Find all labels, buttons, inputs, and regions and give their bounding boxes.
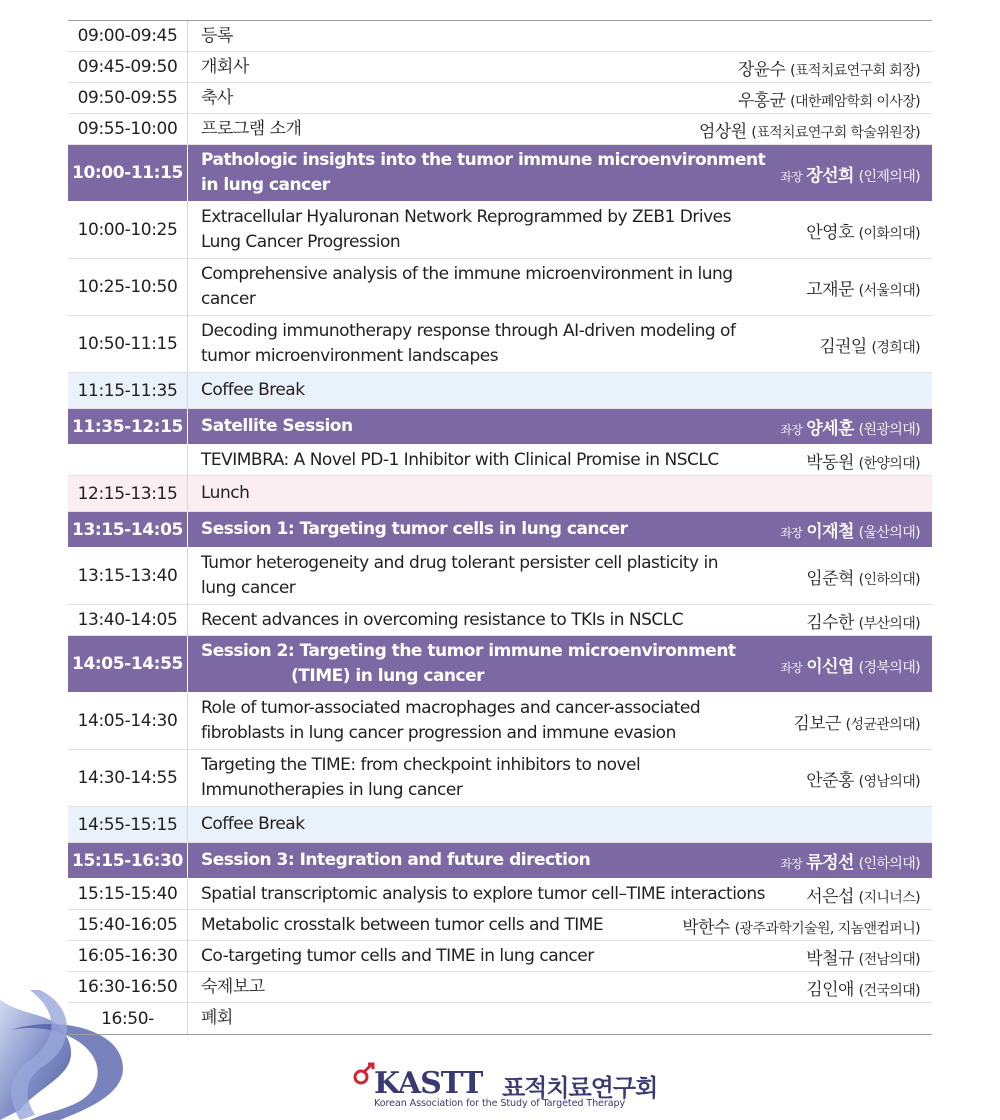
session-header-row — [68, 843, 932, 879]
time-slot: 16:30-16:50 — [77, 977, 178, 997]
time-slot: 14:30-14:55 — [77, 768, 178, 788]
title-line-2: tumor microenvironment landscapes — [201, 346, 499, 366]
speaker-name: 엄상원 — [699, 121, 747, 142]
session-title — [201, 753, 640, 803]
speaker-affiliation: (부산의대) — [858, 615, 920, 632]
kastt-logo — [352, 1062, 672, 1112]
title-line-2: fibroblasts in lung cancer progression and immune evasion — [201, 723, 676, 743]
speaker-affiliation: (표적치료연구회 학술위원장) — [751, 124, 920, 141]
speaker-affiliation: (대한폐암학회 이사장) — [790, 93, 920, 110]
speaker-affiliation: (경희대) — [871, 339, 920, 356]
speaker-info — [806, 448, 920, 473]
time-slot: 11:35-12:15 — [72, 416, 183, 437]
schedule-row — [68, 879, 932, 910]
title-line: Coffee Break — [201, 814, 305, 834]
title-line: Recent advances in overcoming resistance to TKIs in NSCLC — [201, 609, 684, 630]
session-title — [201, 848, 590, 873]
session-title — [201, 551, 718, 601]
session-detail — [187, 807, 932, 842]
speaker-info — [806, 218, 920, 243]
chair-label: 좌장 — [780, 423, 803, 437]
schedule-row — [68, 548, 932, 605]
time-slot: 15:15-15:40 — [77, 884, 178, 904]
schedule-row — [68, 476, 932, 512]
speaker-info — [806, 944, 920, 969]
session-detail — [187, 693, 932, 749]
speaker-affiliation: (경북의대) — [858, 659, 920, 676]
title-line: 개회사 — [201, 56, 249, 77]
speaker-info — [806, 766, 920, 791]
speaker-name: 안준홍 — [806, 770, 854, 791]
speaker-info — [793, 709, 920, 734]
speaker-name: 안영호 — [806, 222, 854, 243]
speaker-info — [806, 882, 920, 907]
title-line: 프로그램 소개 — [201, 118, 302, 139]
title-line: Tumor heterogeneity and drug tolerant persister cell plasticity in — [201, 553, 719, 573]
chair-info — [780, 161, 920, 186]
chair-info — [780, 652, 920, 677]
title-line-2: Immunotherapies in lung cancer — [201, 780, 463, 800]
schedule-row — [68, 202, 932, 259]
time-slot: 10:00-11:15 — [72, 163, 183, 183]
time-slot: 10:25-10:50 — [77, 277, 178, 297]
session-detail — [187, 21, 932, 51]
session-title — [201, 262, 733, 312]
schedule-table — [68, 20, 932, 1035]
speaker-info — [806, 975, 920, 1000]
title-line-2: cancer — [201, 289, 256, 309]
schedule-row — [68, 693, 932, 750]
session-detail — [187, 83, 932, 113]
session-title — [201, 414, 353, 439]
title-line: Decoding immunotherapy response through AI-driven modeling of — [201, 321, 736, 341]
speaker-affiliation: (표적치료연구회 회장) — [790, 62, 920, 79]
schedule-row — [68, 316, 932, 373]
session-title — [201, 882, 765, 907]
session-detail — [187, 373, 932, 408]
session-header-row — [68, 636, 932, 693]
session-title — [201, 812, 305, 837]
speaker-info — [806, 608, 920, 633]
speaker-name: 장선희 — [806, 165, 854, 186]
session-detail — [187, 145, 932, 201]
session-header-row — [68, 145, 932, 202]
speaker-name: 우홍균 — [737, 90, 786, 111]
time-slot: 16:50- — [101, 1008, 154, 1029]
speaker-name: 박한수 — [682, 917, 730, 938]
time-slot: 14:05-14:55 — [72, 654, 183, 674]
title-line-2: lung cancer — [201, 578, 296, 598]
chair-label: 좌장 — [780, 857, 803, 871]
session-detail — [187, 750, 932, 806]
title-line-2: Lung Cancer Progression — [201, 232, 401, 252]
session-header-row — [68, 409, 932, 445]
schedule-row — [68, 1003, 932, 1034]
session-title — [201, 24, 233, 49]
speaker-affiliation: (지니너스) — [858, 889, 920, 906]
session-title — [201, 639, 736, 689]
session-detail — [187, 941, 932, 971]
schedule-row — [68, 750, 932, 807]
speaker-affiliation: (건국의대) — [858, 982, 920, 999]
session-detail — [187, 910, 932, 940]
chair-label: 좌장 — [780, 526, 803, 540]
schedule-row — [68, 972, 932, 1003]
speaker-affiliation: (영남의대) — [858, 773, 920, 790]
schedule-row — [68, 114, 932, 145]
speaker-name: 임준혁 — [806, 568, 854, 589]
speaker-affiliation: (인제의대) — [858, 168, 920, 185]
session-detail — [187, 52, 932, 82]
speaker-affiliation: (인하의대) — [858, 856, 920, 872]
time-slot: 09:00-09:45 — [77, 26, 178, 46]
speaker-affiliation: (전남의대) — [858, 951, 920, 968]
chair-info — [780, 414, 920, 439]
speaker-name: 고재문 — [806, 279, 854, 300]
speaker-info — [819, 332, 920, 357]
time-slot: 13:15-14:05 — [72, 519, 183, 540]
session-title — [201, 117, 301, 142]
session-detail — [187, 316, 932, 372]
chair-label: 좌장 — [780, 169, 803, 184]
session-detail — [187, 259, 932, 315]
schedule-row — [68, 807, 932, 843]
logo-brand: KASTT — [374, 1066, 483, 1101]
speaker-name: 김수한 — [806, 612, 854, 633]
session-title — [201, 944, 594, 969]
speaker-info — [806, 564, 920, 589]
speaker-name: 박철규 — [806, 948, 854, 969]
schedule-row — [68, 941, 932, 972]
session-title — [201, 481, 249, 506]
time-slot: 09:50-09:55 — [77, 88, 178, 108]
session-title — [201, 696, 700, 746]
title-line: 축사 — [201, 87, 233, 108]
speaker-info — [738, 86, 920, 111]
session-detail — [187, 1003, 932, 1034]
title-line: Coffee Break — [201, 380, 305, 400]
schedule-row — [68, 910, 932, 941]
schedule-row — [68, 52, 932, 83]
speaker-name: 김인애 — [806, 979, 854, 1000]
speaker-info — [699, 117, 920, 142]
title-line: 등록 — [201, 25, 233, 46]
title-line: 숙제보고 — [201, 976, 265, 997]
time-slot: 14:55-15:15 — [77, 814, 178, 835]
session-title — [201, 378, 305, 403]
title-line: Role of tumor-associated macrophages and cancer-associated — [201, 698, 701, 718]
time-slot: 13:40-14:05 — [77, 610, 178, 630]
title-line: Co-targeting tumor cells and TIME in lung cancer — [201, 945, 594, 966]
speaker-info — [738, 55, 920, 80]
session-detail — [187, 605, 932, 635]
session-detail — [187, 114, 932, 144]
speaker-name: 양세훈 — [806, 419, 854, 439]
session-detail — [187, 636, 932, 692]
speaker-affiliation: (광주과학기술원, 지놈앤컴퍼니) — [734, 920, 920, 937]
speaker-name: 이재철 — [806, 522, 854, 542]
chair-info — [780, 848, 920, 873]
session-detail — [187, 202, 932, 258]
title-line: Session 1: Targeting tumor cells in lung cancer — [201, 519, 628, 539]
speaker-affiliation: (원광의대) — [858, 422, 920, 438]
speaker-affiliation: (서울의대) — [858, 282, 920, 299]
title-line: Satellite Session — [201, 416, 353, 436]
speaker-name: 이신엽 — [806, 656, 854, 677]
title-line: Targeting the TIME: from checkpoint inhibitors to novel — [201, 755, 641, 775]
time-slot: 12:15-13:15 — [77, 483, 178, 504]
session-title — [201, 205, 731, 255]
title-line: Pathologic insights into the tumor immune microenvironment — [201, 150, 766, 170]
title-line-2 — [201, 664, 736, 689]
session-title — [201, 975, 265, 1000]
time-slot: 09:45-09:50 — [77, 57, 178, 77]
speaker-name: 김권일 — [819, 336, 867, 357]
time-slot: 14:05-14:30 — [77, 711, 178, 731]
session-title — [201, 55, 249, 80]
session-title — [201, 913, 603, 938]
title-line: 폐회 — [201, 1008, 233, 1028]
session-header-row — [68, 512, 932, 548]
title-line-2: in lung cancer — [201, 175, 330, 195]
speaker-info — [806, 275, 920, 300]
time-slot: 15:40-16:05 — [77, 915, 178, 935]
time-slot: 13:15-13:40 — [77, 566, 178, 586]
schedule-row — [68, 21, 932, 52]
schedule-row — [68, 373, 932, 409]
title-line: Session 2: Targeting the tumor immune microenvironment — [201, 641, 736, 661]
title-line-2-text: (TIME) in lung cancer — [291, 666, 485, 686]
schedule-row — [68, 259, 932, 316]
chair-info — [780, 517, 920, 542]
session-title — [201, 86, 233, 111]
title-line: Comprehensive analysis of the immune microenvironment in lung — [201, 264, 733, 284]
speaker-affiliation: (울산의대) — [858, 525, 920, 541]
logo-korean-name: 표적치료연구회 — [502, 1074, 658, 1102]
session-detail — [187, 409, 932, 444]
schedule-row — [68, 445, 932, 476]
speaker-affiliation: (한양의대) — [858, 455, 920, 472]
session-title — [201, 148, 765, 198]
speaker-name: 장윤수 — [737, 59, 786, 80]
time-slot: 16:05-16:30 — [77, 946, 178, 966]
speaker-info — [682, 913, 920, 938]
speaker-affiliation: (이화의대) — [858, 225, 920, 242]
speaker-affiliation: (인하의대) — [858, 571, 920, 588]
session-detail — [187, 445, 932, 475]
speaker-affiliation: (성균관의대) — [845, 716, 920, 733]
schedule-row — [68, 83, 932, 114]
session-title — [201, 608, 683, 633]
session-detail — [187, 879, 932, 909]
speaker-name: 류정선 — [806, 853, 854, 873]
chair-label: 좌장 — [780, 660, 803, 675]
time-slot: 09:55-10:00 — [77, 119, 178, 139]
speaker-name: 김보근 — [793, 713, 841, 734]
time-slot: 10:50-11:15 — [77, 334, 178, 354]
schedule-row — [68, 605, 932, 636]
title-line: TEVIMBRA: A Novel PD-1 Inhibitor with Clinical Promise in NSCLC — [201, 449, 719, 470]
session-detail — [187, 843, 932, 878]
title-line: Extracellular Hyaluronan Network Reprogrammed by ZEB1 Drives — [201, 207, 731, 227]
title-line: Spatial transcriptomic analysis to explore tumor cell–TIME interactions — [201, 883, 765, 904]
title-line: Lunch — [201, 483, 250, 503]
session-title — [201, 319, 735, 369]
title-line: Metabolic crosstalk between tumor cells and TIME — [201, 914, 604, 935]
session-detail — [187, 476, 932, 511]
speaker-name: 박동원 — [806, 452, 854, 473]
time-slot: 15:15-16:30 — [72, 850, 183, 871]
session-detail — [187, 512, 932, 547]
speaker-name: 서은섭 — [806, 886, 854, 907]
session-title — [201, 448, 719, 473]
session-detail — [187, 972, 932, 1002]
session-detail — [187, 548, 932, 604]
logo-english-name: Korean Association for the Study of Targeted Therapy — [374, 1098, 626, 1109]
title-line: Session 3: Integration and future direction — [201, 850, 591, 870]
session-title — [201, 517, 628, 542]
time-slot: 11:15-11:35 — [77, 380, 178, 401]
time-slot: 10:00-10:25 — [77, 220, 178, 240]
session-title — [201, 1006, 233, 1031]
